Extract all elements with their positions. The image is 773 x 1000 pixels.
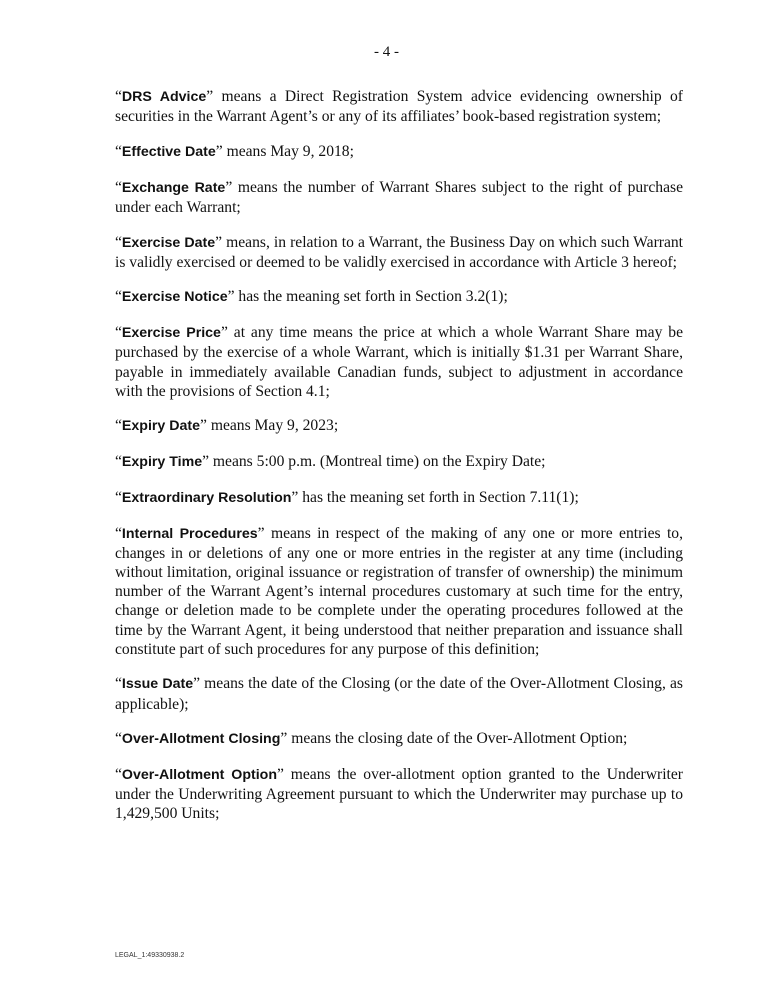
- definition-internal-procedures: “Internal Procedures” means in respect of the making of any one or more entries to, changes in or deletions of any one or more entries in the register at any time (including without limitation, original issuance or registration of transfer of ownership) the minimum number of the Warrant Agent’s internal procedures customary at such time for the entry, change or deletion made to be complete under the operating procedures followed at the time by the Warrant Agent, it being understood that neither preparation and issuance shall constitute part of such procedures for any purpose of this definition;: [115, 524, 683, 658]
- definition-drs-advice: “DRS Advice” means a Direct Registration System advice evidencing ownership of securities in the Warrant Agent’s or any of its affiliates’ book-based registration system;: [115, 88, 683, 126]
- definition-effective-date: “Effective Date” means May 9, 2018;: [115, 142, 354, 160]
- definition-over-allotment-closing: “Over-Allotment Closing” means the closing date of the Over-Allotment Option;: [115, 730, 628, 748]
- definition-exercise-price: “Exercise Price” at any time means the price at which a whole Warrant Share may be purchased by the exercise of a whole Warrant, which is initially $1.31 per Warrant Share, payable in immediately available Canadian funds, subject to adjustment in accordance with the provisions of Section 4.1;: [115, 324, 683, 400]
- defined-term: Exchange Rate: [121, 179, 226, 196]
- definition-text: has the meaning set forth in Section 3.2(1);: [234, 288, 508, 306]
- definition-text: means May 9, 2023;: [206, 417, 339, 435]
- defined-term: Over-Allotment Option: [121, 767, 277, 784]
- defined-term: Internal Procedures: [121, 525, 258, 542]
- definition-text: means the number of Warrant Shares subject to the right of purchase under each Warrant;: [115, 178, 684, 216]
- definition-text: means May 9, 2018;: [222, 142, 354, 160]
- definition-text: at any time means the price at which a whole Warrant Share may be purchased by the exercise of a whole Warrant, which is initially $1.31 per Warrant Share, payable in immediately available Canadian funds, subject to adjustment in accordance with the provisions of Section 4.1;: [115, 324, 683, 400]
- defined-term: Exercise Date: [121, 234, 216, 251]
- defined-term: Extraordinary Resolution: [121, 489, 292, 506]
- definition-issue-date: “Issue Date” means the date of the Closing (or the date of the Over-Allotment Closing, as applicable);: [115, 675, 683, 713]
- definition-exercise-date: “Exercise Date” means, in relation to a Warrant, the Business Day on which such Warrant is validly exercised or deemed to be validly exercised in accordance with Article 3 hereof;: [115, 233, 684, 271]
- defined-term: Expiry Time: [121, 454, 203, 471]
- defined-term: DRS Advice: [121, 89, 207, 105]
- defined-term: Exercise Price: [121, 325, 221, 342]
- definition-text: means the closing date of the Over-Allotment Option;: [287, 730, 628, 748]
- defined-term: Over-Allotment Closing: [121, 731, 281, 748]
- definition-exercise-notice: “Exercise Notice” has the meaning set forth in Section 3.2(1);: [115, 288, 508, 306]
- definition-expiry-date: “Expiry Date” means May 9, 2023;: [115, 417, 339, 435]
- definition-over-allotment-option: “Over-Allotment Option” means the over-allotment option granted to the Underwriter under the Underwriting Agreement pursuant to which the Underwriter may purchase up to 1,429,500 Units;: [115, 766, 683, 823]
- page-number: - 4 -: [374, 44, 399, 60]
- definition-expiry-time: “Expiry Time” means 5:00 p.m. (Montreal time) on the Expiry Date;: [115, 453, 546, 471]
- definition-text: means in respect of the making of any one or more entries to, changes in or deletions of any one or more entries in the register at any time (including without limitation, original issuance or registration of transfer of ownership) the minimum number of the Warrant Agent’s internal procedures customary at such time for the entry, change or deletion made to be complete under the operating procedures followed at the time by the Warrant Agent, it being understood that neither preparation and issuance shall constitute part of such procedures for any purpose of this definition;: [115, 524, 683, 658]
- definition-text: means, in relation to a Warrant, the Business Day on which such Warrant is validly exercised or deemed to be validly exercised in accordance with Article 3 hereof;: [115, 233, 684, 271]
- definition-text: has the meaning set forth in Section 7.11(1);: [298, 488, 579, 506]
- definitions-list: [115, 87, 683, 839]
- definition-text: means the date of the Closing (or the date of the Over-Allotment Closing, as applicable);: [115, 675, 683, 713]
- defined-term: Effective Date: [121, 143, 216, 160]
- definition-text: means 5:00 p.m. (Montreal time) on the Expiry Date;: [209, 453, 546, 471]
- definition-exchange-rate: “Exchange Rate” means the number of Warrant Shares subject to the right of purchase under each Warrant;: [115, 178, 684, 216]
- definition-text: means a Direct Registration System advice evidencing ownership of securities in the Warrant Agent’s or any of its affiliates’ book-based registration system;: [115, 88, 683, 126]
- document-code: LEGAL_1:49330938.2: [115, 952, 185, 959]
- defined-term: Issue Date: [121, 676, 194, 693]
- definition-text: means the over-allotment option granted to the Underwriter under the Underwriting Agreement pursuant to which the Underwriter may purchase up to 1,429,500 Units;: [115, 766, 683, 823]
- definition-extraordinary-resolution: “Extraordinary Resolution” has the meaning set forth in Section 7.11(1);: [115, 488, 579, 506]
- defined-term: Exercise Notice: [121, 289, 228, 306]
- defined-term: Expiry Date: [121, 418, 200, 435]
